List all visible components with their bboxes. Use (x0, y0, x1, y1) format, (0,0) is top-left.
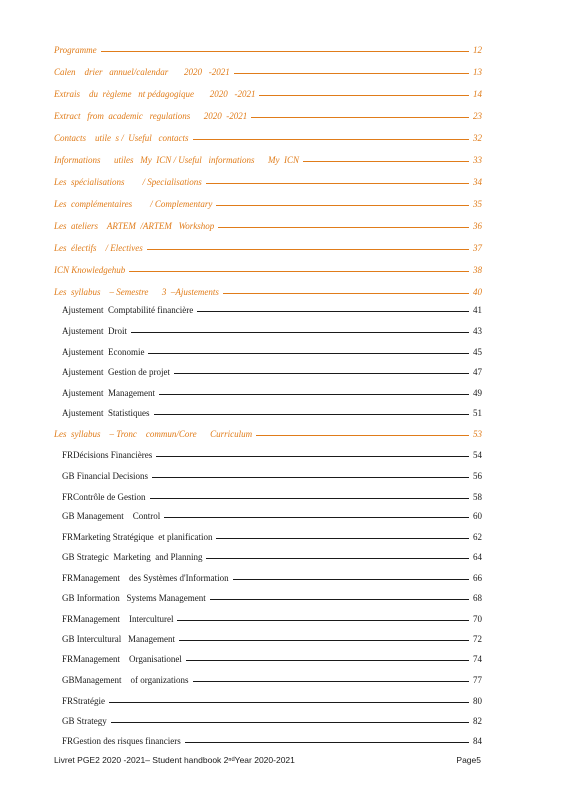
toc-entry-label: Ajustement Statistiques (62, 408, 150, 418)
toc-leader-line (148, 353, 469, 354)
toc-entry[interactable] (62, 361, 482, 377)
toc-entry-label: GB Management Control (62, 511, 161, 521)
toc-entry-label: Les ateliers ARTEM /ARTEM Workshop (54, 221, 215, 231)
toc-entry-page: 66 (473, 573, 482, 583)
toc-entry[interactable] (62, 546, 482, 562)
toc-entry-page: 23 (473, 111, 482, 121)
toc-entry[interactable] (62, 382, 482, 398)
page-number: Page5 (456, 755, 481, 765)
toc-entry-label: FRManagement Interculturel (62, 614, 174, 624)
toc-leader-line (179, 640, 469, 641)
toc-entry-label: Les syllabus – Tronc commun/Core Curriculum (54, 429, 253, 439)
toc-leader-line (216, 205, 469, 206)
toc-entry-page: 56 (473, 471, 482, 481)
toc-entry[interactable] (62, 730, 482, 746)
toc-leader-line (197, 311, 469, 312)
toc-leader-line (186, 660, 469, 661)
toc-leader-line (154, 414, 470, 415)
toc-leader-line (218, 227, 469, 228)
toc-entry-page: 13 (473, 67, 482, 77)
toc-leader-line (251, 117, 469, 118)
toc-entry[interactable] (54, 39, 482, 55)
toc-leader-line (303, 161, 469, 162)
toc-entry-page: 70 (473, 614, 482, 624)
toc-entry[interactable] (54, 61, 482, 77)
toc-entry-label: Les spécialisations / Specialisations (54, 177, 202, 187)
toc-entry[interactable] (62, 505, 482, 521)
toc-entry-label: GB Strategic Marketing and Planning (62, 552, 203, 562)
toc-entry-page: 12 (473, 45, 482, 55)
toc-entry-page: 14 (473, 89, 482, 99)
toc-entry[interactable] (62, 465, 482, 481)
toc-entry-page: 41 (473, 305, 482, 315)
toc-entry[interactable] (54, 193, 482, 209)
toc-entry-page: 74 (473, 654, 482, 664)
toc-entry-page: 62 (473, 532, 482, 542)
toc-entry-label: ICN Knowledgehub (54, 265, 126, 275)
toc-entry-label: Programme (54, 45, 97, 55)
toc-leader-line (206, 183, 469, 184)
toc-entry-label: Les électifs / Electives (54, 243, 143, 253)
toc-entry-label: Extract from academic regulations 2020 -2021 (54, 111, 248, 121)
toc-entry-page: 53 (473, 429, 482, 439)
toc-leader-line (150, 498, 470, 499)
toc-entry[interactable] (62, 526, 482, 542)
toc-entry[interactable] (62, 587, 482, 603)
toc-entry-label: Les syllabus – Semestre 3 –Ajustements (54, 287, 219, 297)
toc-leader-line (156, 456, 469, 457)
toc-entry-page: 84 (473, 736, 482, 746)
toc-entry-label: FRStratégie (62, 696, 105, 706)
toc-entry-label: FRManagement Organisationel (62, 654, 182, 664)
toc-leader-line (256, 435, 469, 436)
toc-leader-line (216, 538, 469, 539)
toc-entry-label: Ajustement Gestion de projet (62, 367, 170, 377)
toc-entry[interactable] (62, 444, 482, 460)
toc-entry[interactable] (54, 215, 482, 231)
toc-entry-page: 80 (473, 696, 482, 706)
footer-title: Livret PGE2 2020 -2021– Student handbook 2ⁿᵈYear 2020-2021 (54, 755, 295, 765)
toc-entry-page: 43 (473, 326, 482, 336)
toc-leader-line (174, 373, 469, 374)
toc-leader-line (193, 681, 469, 682)
toc-entry-label: FRManagement des Systèmes d'Information (62, 573, 229, 583)
toc-entry-page: 51 (473, 408, 482, 418)
toc-leader-line (234, 73, 469, 74)
toc-entry-label: Informations utiles My ICN / Useful informations My ICN (54, 155, 299, 165)
toc-entry-label: Ajustement Economie (62, 347, 145, 357)
toc-entry-label: Calen drier annuel/calendar 2020 -2021 (54, 67, 230, 77)
toc-entry[interactable] (54, 423, 482, 439)
toc-entry[interactable] (62, 320, 482, 336)
toc-entry-page: 34 (473, 177, 482, 187)
toc-entry-page: 82 (473, 716, 482, 726)
toc-leader-line (147, 249, 469, 250)
toc-entry[interactable] (54, 281, 482, 297)
toc-entry-page: 72 (473, 634, 482, 644)
toc-leader-line (206, 558, 469, 559)
toc-entry-label: Ajustement Droit (62, 326, 127, 336)
toc-entry[interactable] (54, 83, 482, 99)
toc-entry-page: 35 (473, 199, 482, 209)
toc-entry-page: 36 (473, 221, 482, 231)
toc-leader-line (210, 599, 469, 600)
toc-entry-label: Contacts utile s / Useful contacts (54, 133, 189, 143)
toc-entry[interactable] (54, 127, 482, 143)
toc-entry[interactable] (62, 628, 482, 644)
toc-entry-label: GB Financial Decisions (62, 471, 148, 481)
toc-entry-label: Les complémentaires / Complementary (54, 199, 213, 209)
toc-entry-page: 47 (473, 367, 482, 377)
toc-entry-label: GB Information Systems Management (62, 593, 206, 603)
toc-leader-line (129, 271, 469, 272)
toc-entry[interactable] (54, 237, 482, 253)
toc-entry[interactable] (62, 402, 482, 418)
toc-entry[interactable] (62, 341, 482, 357)
toc-leader-line (101, 51, 469, 52)
toc-entry[interactable] (62, 648, 482, 664)
toc-entry-page: 77 (473, 675, 482, 685)
toc-leader-line (177, 620, 469, 621)
toc-leader-line (233, 579, 469, 580)
toc-entry[interactable] (62, 710, 482, 726)
toc-entry[interactable] (62, 608, 482, 624)
toc-entry-page: 37 (473, 243, 482, 253)
toc-leader-line (111, 722, 469, 723)
toc-entry[interactable] (62, 669, 482, 685)
toc-leader-line (223, 293, 469, 294)
toc-entry[interactable] (54, 105, 482, 121)
toc-entry-label: GBManagement of organizations (62, 675, 189, 685)
toc-leader-line (164, 517, 469, 518)
toc-entry-page: 58 (473, 492, 482, 502)
toc-entry-page: 60 (473, 511, 482, 521)
toc-entry-page: 38 (473, 265, 482, 275)
toc-entry-page: 68 (473, 593, 482, 603)
toc-leader-line (193, 139, 470, 140)
toc-entry[interactable] (62, 567, 482, 583)
toc-entry-page: 33 (473, 155, 482, 165)
toc-entry-label: GB Strategy (62, 716, 107, 726)
toc-entry[interactable] (62, 299, 482, 315)
toc-leader-line (109, 702, 469, 703)
page-footer (54, 755, 481, 765)
toc-entry[interactable] (54, 149, 482, 165)
toc-entry-label: Extrais du règleme nt pédagogique 2020 -2021 (54, 89, 256, 99)
toc-entry[interactable] (62, 690, 482, 706)
toc-entry-label: Ajustement Management (62, 388, 155, 398)
toc-entry[interactable] (62, 486, 482, 502)
toc-entry-page: 54 (473, 450, 482, 460)
toc-entry-label: GB Intercultural Management (62, 634, 175, 644)
toc-leader-line (185, 742, 469, 743)
toc-entry-page: 40 (473, 287, 482, 297)
toc-leader-line (259, 95, 469, 96)
toc-entry[interactable] (54, 259, 482, 275)
toc-entry-label: FRContrôle de Gestion (62, 492, 146, 502)
toc-entry-label: FRMarketing Stratégique et planification (62, 532, 213, 542)
toc-entry-page: 45 (473, 347, 482, 357)
toc-leader-line (159, 394, 469, 395)
toc-entry-label: Ajustement Comptabilité financière (62, 305, 194, 315)
toc-leader-line (152, 477, 469, 478)
toc-leader-line (131, 332, 469, 333)
toc-entry-page: 49 (473, 388, 482, 398)
toc-entry-label: FRDécisions Financières (62, 450, 153, 460)
toc-entry-page: 32 (473, 133, 482, 143)
toc-entry[interactable] (54, 171, 482, 187)
toc-entry-label: FRGestion des risques financiers (62, 736, 181, 746)
toc-entry-page: 64 (473, 552, 482, 562)
